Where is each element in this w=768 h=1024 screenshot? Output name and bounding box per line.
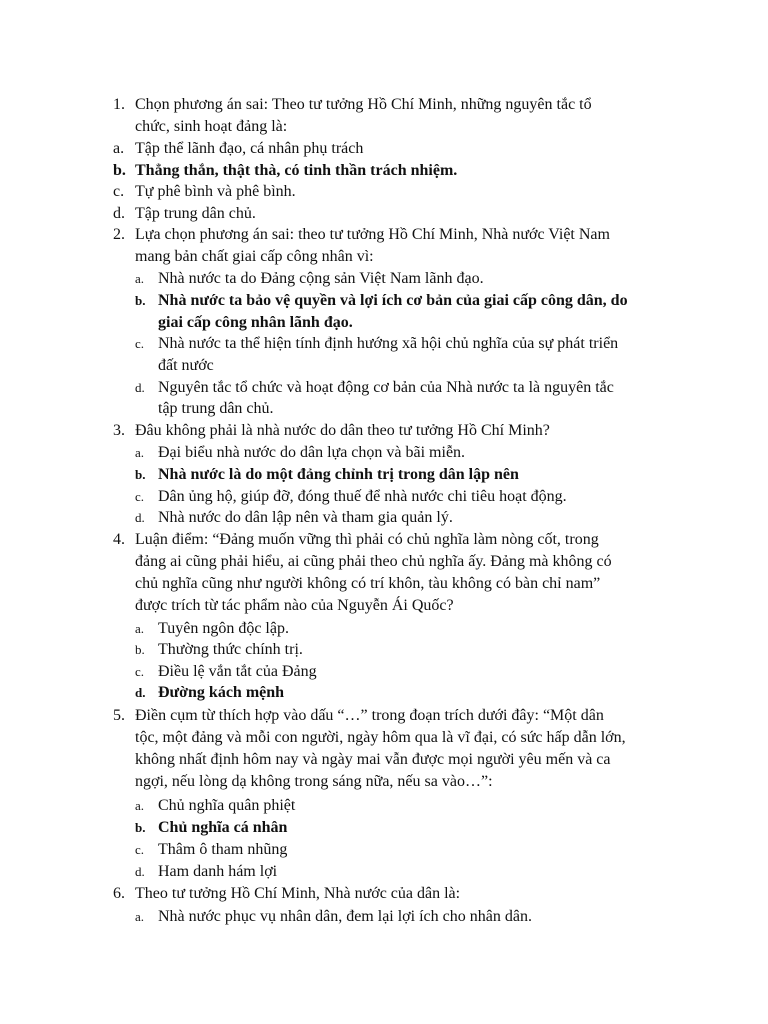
option-marker: c. bbox=[113, 183, 125, 200]
option-marker: c. bbox=[135, 842, 145, 857]
question-number: 4. bbox=[113, 531, 125, 548]
option-marker: c. bbox=[135, 664, 145, 679]
question-text: Chọn phương án sai: Theo tư tưởng Hồ Chí Minh, những nguyên tắc tổ bbox=[135, 96, 592, 113]
option-marker-correct: b. bbox=[113, 162, 126, 179]
question-text: Theo tư tưởng Hồ Chí Minh, Nhà nước của dân là: bbox=[135, 885, 461, 902]
option-marker: d. bbox=[113, 205, 125, 222]
option-text-correct: Đường kách mệnh bbox=[158, 684, 285, 701]
question-text: mang bản chất giai cấp công nhân vì: bbox=[135, 248, 374, 265]
option-text: Đại biểu nhà nước do dân lựa chọn và bãi miễn. bbox=[158, 444, 466, 461]
option-text: Ham danh hám lợi bbox=[158, 863, 278, 880]
question-text: được trích từ tác phẩm nào của Nguyễn Ái Quốc? bbox=[135, 597, 454, 614]
option-marker: b. bbox=[135, 642, 145, 657]
option-marker: a. bbox=[135, 271, 145, 286]
option-text-correct: Thẳng thắn, thật thà, có tinh thần trách nhiệm. bbox=[135, 162, 458, 179]
option-marker: a. bbox=[135, 909, 145, 924]
option-text: Tập thể lãnh đạo, cá nhân phụ trách bbox=[135, 140, 364, 157]
option-marker: d. bbox=[135, 380, 145, 395]
option-text: Tuyên ngôn độc lập. bbox=[158, 620, 289, 637]
question-text: không nhất định hôm nay và ngày mai vẫn được mọi người yêu mến và ca bbox=[135, 751, 611, 768]
option-marker: a. bbox=[135, 445, 145, 460]
option-text: Dân ủng hộ, giúp đỡ, đóng thuế để nhà nước chi tiêu hoạt động. bbox=[158, 488, 567, 505]
option-text-correct: giai cấp công nhân lãnh đạo. bbox=[158, 314, 353, 331]
option-marker: c. bbox=[135, 336, 145, 351]
option-text: Nguyên tắc tổ chức và hoạt động cơ bản của Nhà nước ta là nguyên tắc bbox=[158, 379, 614, 396]
question-text: đảng ai cũng phải hiểu, ai cũng phải theo chủ nghĩa ấy. Đảng mà không có bbox=[135, 553, 612, 570]
option-marker-correct: b. bbox=[135, 820, 146, 835]
option-text: Nhà nước phục vụ nhân dân, đem lại lợi ích cho nhân dân. bbox=[158, 908, 532, 925]
question-text: Lựa chọn phương án sai: theo tư tưởng Hồ Chí Minh, Nhà nước Việt Nam bbox=[135, 226, 610, 243]
question-text: chủ nghĩa cũng như người không có trí khôn, tàu không có bàn chỉ nam” bbox=[135, 575, 601, 592]
option-text: đất nước bbox=[158, 357, 214, 374]
option-text: Tập trung dân chủ. bbox=[135, 205, 256, 222]
option-marker: a. bbox=[113, 140, 125, 157]
question-text: tộc, một đảng và mỗi con người, ngày hôm qua là vĩ đại, có sức hấp dẫn lớn, bbox=[135, 729, 626, 746]
option-text: tập trung dân chủ. bbox=[158, 400, 274, 417]
option-marker-correct: b. bbox=[135, 467, 146, 482]
question-number: 1. bbox=[113, 96, 125, 113]
question-number: 6. bbox=[113, 885, 125, 902]
option-marker: a. bbox=[135, 621, 145, 636]
question-text: Luận điểm: “Đảng muốn vững thì phải có chủ nghĩa làm nòng cốt, trong bbox=[135, 531, 599, 548]
question-number: 3. bbox=[113, 422, 125, 439]
question-text: ngợi, nếu lòng dạ không trong sáng nữa, nếu sa vào…”: bbox=[135, 773, 493, 790]
option-marker-correct: d. bbox=[135, 685, 146, 700]
option-marker: d. bbox=[135, 864, 145, 879]
option-text: Nhà nước ta do Đảng cộng sản Việt Nam lãnh đạo. bbox=[158, 270, 484, 287]
option-text: Nhà nước ta thể hiện tính định hướng xã hội chủ nghĩa của sự phát triển bbox=[158, 335, 619, 352]
option-text: Thâm ô tham nhũng bbox=[158, 841, 288, 858]
option-text: Nhà nước do dân lập nên và tham gia quản lý. bbox=[158, 509, 453, 526]
option-text: Chủ nghĩa quân phiệt bbox=[158, 797, 296, 814]
option-text-correct: Chủ nghĩa cá nhân bbox=[158, 819, 288, 836]
question-text: chức, sinh hoạt đảng là: bbox=[135, 118, 288, 135]
question-text: Đâu không phải là nhà nước do dân theo tư tưởng Hồ Chí Minh? bbox=[135, 422, 550, 439]
option-text-correct: Nhà nước ta bảo vệ quyền và lợi ích cơ bản của giai cấp công dân, do bbox=[158, 292, 628, 309]
option-text: Tự phê bình và phê bình. bbox=[135, 183, 296, 200]
question-text: Điền cụm từ thích hợp vào dấu “…” trong đoạn trích dưới đây: “Một dân bbox=[135, 707, 604, 724]
question-number: 5. bbox=[113, 707, 125, 724]
question-number: 2. bbox=[113, 226, 125, 243]
option-marker: a. bbox=[135, 798, 145, 813]
option-text: Điều lệ vắn tắt của Đảng bbox=[158, 663, 317, 680]
option-text: Thường thức chính trị. bbox=[158, 641, 303, 658]
option-marker: d. bbox=[135, 510, 145, 525]
option-marker-correct: b. bbox=[135, 293, 146, 308]
option-marker: c. bbox=[135, 489, 145, 504]
option-text-correct: Nhà nước là do một đảng chỉnh trị trong dân lập nên bbox=[158, 466, 519, 483]
